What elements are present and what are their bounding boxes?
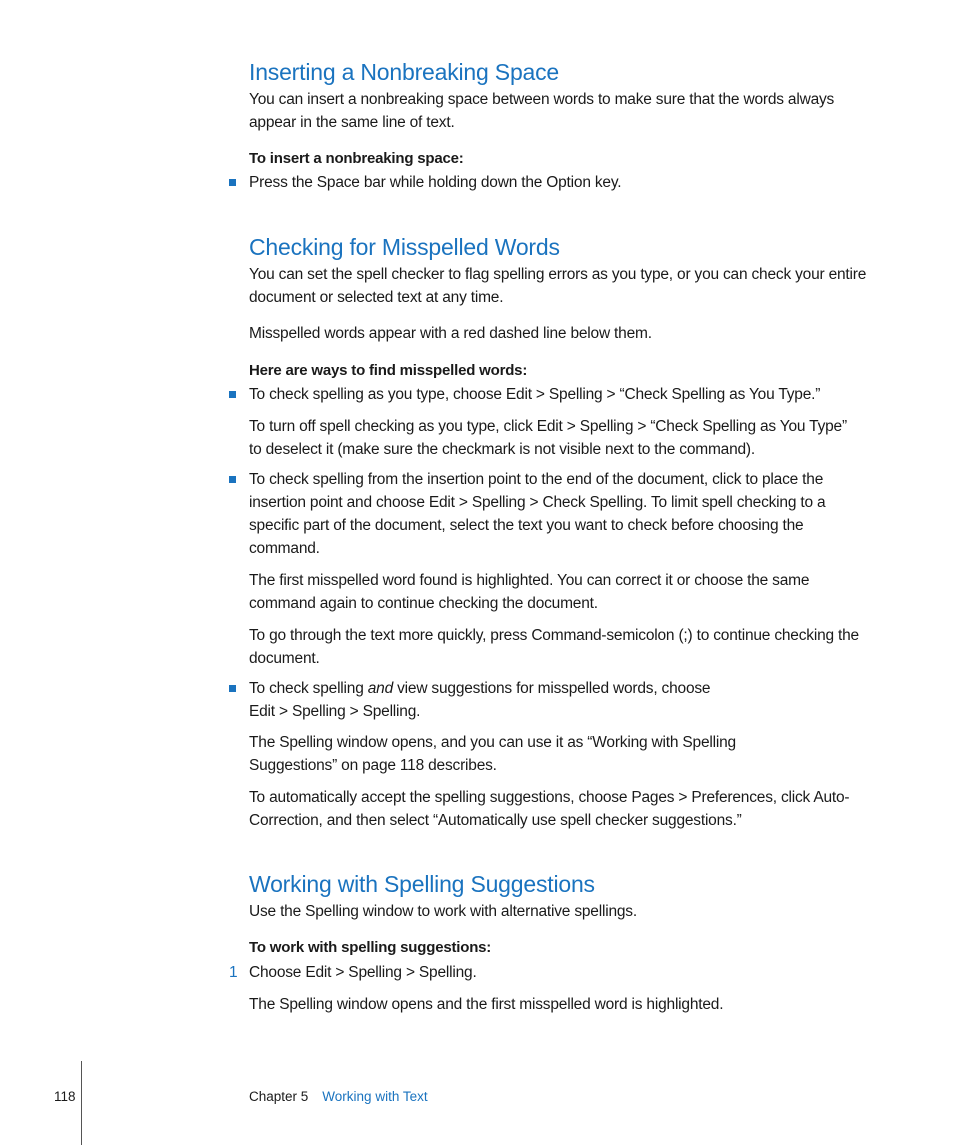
section-nonbreaking-space	[249, 58, 874, 134]
task-lead-text: To work with spelling suggestions:	[249, 939, 492, 956]
list-item-note	[249, 569, 874, 615]
note-text: To automatically accept the spelling suggestions, choose Pages > Preferences, click Auto-Correction, and then select “Automatically use spell checker suggestions.”	[249, 789, 850, 829]
list-item-text: To check spelling as you type, choose Edit > Spelling > “Check Spelling as You Type.”	[249, 386, 821, 403]
list-item-note	[249, 731, 809, 777]
list-item-note	[249, 415, 859, 461]
page-number: 118	[54, 1089, 76, 1104]
step-item	[249, 961, 874, 984]
bullet-icon	[229, 391, 236, 398]
section-spelling-suggestions	[249, 870, 874, 923]
list-item	[249, 468, 877, 560]
list-item	[249, 171, 874, 194]
step-note	[249, 993, 874, 1016]
task-lead	[249, 359, 874, 382]
note-text: To go through the text more quickly, press Command-semicolon (;) to continue checking the document.	[249, 627, 859, 667]
text-run: view suggestions for misspelled words, choose	[393, 680, 711, 697]
text-run: To check spelling	[249, 680, 368, 697]
paragraph-text: Misspelled words appear with a red dashed line below them.	[249, 325, 652, 342]
list-item-note	[249, 786, 864, 832]
section-heading: Inserting a Nonbreaking Space	[249, 59, 560, 85]
task-lead-text: To insert a nonbreaking space:	[249, 150, 464, 167]
section-heading: Working with Spelling Suggestions	[249, 871, 595, 897]
step-text: Choose Edit > Spelling > Spelling.	[249, 964, 477, 981]
step-number: 1	[229, 964, 238, 981]
list-item-note	[249, 624, 874, 670]
section-intro: You can insert a nonbreaking space between words to make sure that the words always appear in the same line of text.	[249, 91, 835, 131]
section-intro: Use the Spelling window to work with alternative spellings.	[249, 903, 637, 920]
list-item	[249, 677, 874, 723]
bullet-icon	[229, 179, 236, 186]
running-footer	[249, 1087, 428, 1107]
task-lead	[249, 936, 874, 959]
paragraph	[249, 322, 874, 345]
list-item	[249, 383, 874, 406]
bullet-icon	[229, 476, 236, 483]
note-text: To turn off spell checking as you type, click Edit > Spelling > “Check Spelling as You Type” to deselect it (make sure the checkmark is not visible next to the command).	[249, 418, 847, 458]
task-lead	[249, 147, 874, 170]
note-text: The Spelling window opens, and you can use it as “Working with Spelling Suggestions” on page 118 describes.	[249, 734, 736, 774]
bullet-icon	[229, 685, 236, 692]
footer-divider	[81, 1061, 82, 1145]
section-misspelled-words	[249, 233, 874, 309]
emphasis-text: and	[367, 680, 394, 697]
section-intro: You can set the spell checker to flag spelling errors as you type, or you can check your entire document or selected text at any time.	[249, 266, 867, 306]
task-lead-text: Here are ways to find misspelled words:	[249, 362, 528, 379]
section-heading: Checking for Misspelled Words	[249, 234, 560, 260]
chapter-title-link[interactable]: Working with Text	[322, 1089, 428, 1104]
list-item-text: To check spelling from the insertion point to the end of the document, click to place the insertion point and choose Edit > Spelling > Check Spelling. To limit spell checking to a specific part of the document, select the text you want to check before choosing the command.	[249, 471, 826, 557]
chapter-label: Chapter 5	[249, 1089, 309, 1104]
list-item-text: Press the Space bar while holding down the Option key.	[249, 174, 622, 191]
note-text: The first misspelled word found is highlighted. You can correct it or choose the same command again to continue checking the document.	[249, 572, 810, 612]
note-text: The Spelling window opens and the first misspelled word is highlighted.	[249, 996, 724, 1013]
list-item-text-line2: Edit > Spelling > Spelling.	[249, 703, 421, 720]
list-item-text	[249, 677, 874, 700]
